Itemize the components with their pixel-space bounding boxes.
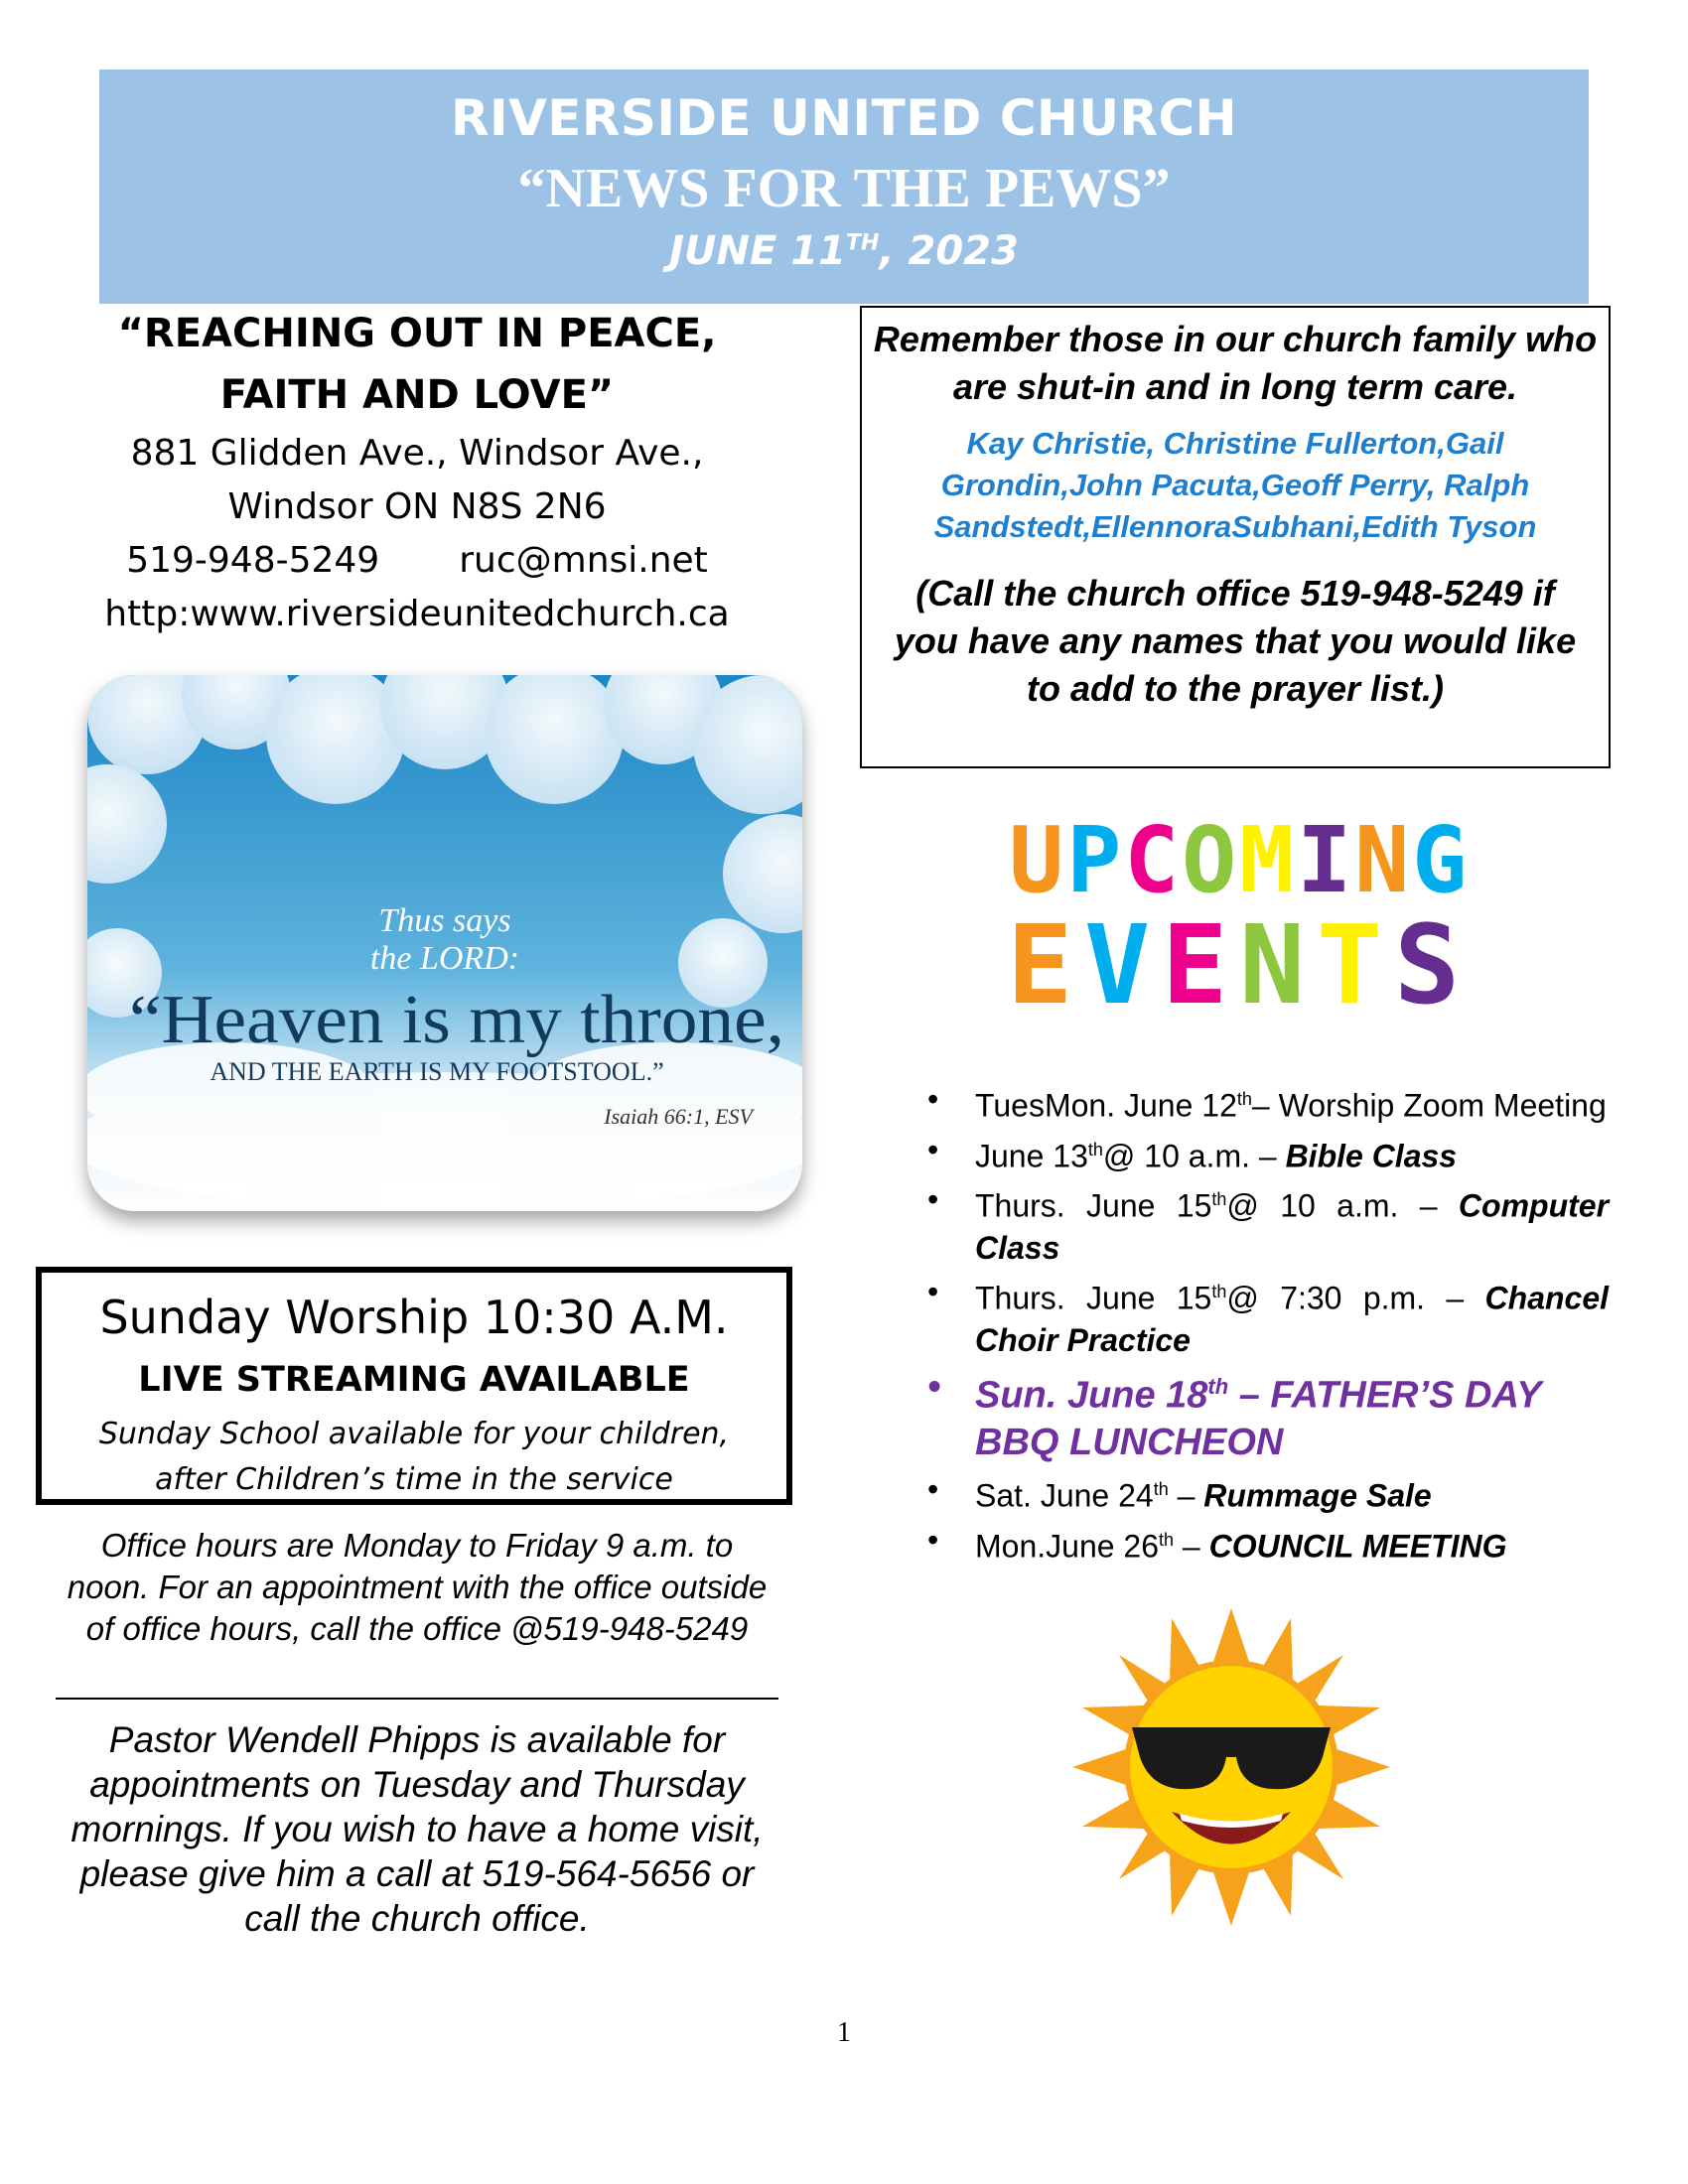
header-banner: [99, 69, 1589, 304]
website-link[interactable]: http:www.riversideunitedchurch.ca: [104, 594, 730, 634]
logo-letter: N: [1354, 814, 1410, 913]
verse-intro-line-2: the LORD:: [369, 940, 520, 977]
logo-letter: E: [1007, 901, 1073, 1013]
logo-letter: U: [1009, 814, 1064, 913]
logo-letter: T: [1317, 901, 1383, 1013]
bullet-icon: •: [927, 1471, 939, 1508]
sun-sunglasses-icon: [1072, 1608, 1390, 1926]
logo-letter: G: [1412, 814, 1468, 913]
verse-intro-line-1: Thus says: [378, 902, 511, 939]
office-hours-note: Office hours are Monday to Friday 9 a.m. to noon. For an appointment with the office outside of office hours, call the office @519-948-5249: [67, 1527, 768, 1647]
bullet-icon: •: [927, 1081, 939, 1117]
pastor-availability-note: Pastor Wendell Phipps is available for appointments on Tuesday and Thursday mornings. If you wish to have a home visit, please give him a call at 519-564-5656 or call the church office.: [70, 1719, 764, 1939]
verse-quote-sub: AND THE EARTH IS MY FOOTSTOOL.”: [210, 1057, 664, 1086]
event-item: • Sun. June 18th – FATHER’S DAY BBQ LUNCHEON: [914, 1363, 1609, 1467]
logo-letter: V: [1084, 901, 1151, 1013]
church-motto: “REACHING OUT IN PEACE, FAITH AND LOVE”: [117, 311, 717, 418]
divider: [56, 1698, 778, 1700]
newsletter-title: “NEWS FOR THE PEWS”: [517, 158, 1171, 219]
bullet-icon: •: [927, 1181, 939, 1218]
event-item: • Thurs. June 15th@ 7:30 p.m. – Chancel Choir Practice: [914, 1271, 1609, 1361]
email-address[interactable]: ruc@mnsi.net: [459, 540, 708, 581]
address-line-2: Windsor ON N8S 2N6: [227, 486, 607, 527]
logo-letter: O: [1182, 814, 1237, 913]
phone-number: 519-948-5249: [126, 540, 380, 581]
phone-email-line: [60, 534, 774, 588]
verse-quote-main: “Heaven is my throne,: [129, 982, 784, 1058]
sunday-worship-box: [36, 1267, 792, 1505]
event-item: • TuesMon. June 12th– Worship Zoom Meeting: [914, 1078, 1609, 1127]
page-number: 1: [837, 2017, 851, 2048]
prayer-list-box: [860, 306, 1611, 768]
address-line-1: 881 Glidden Ave., Windsor Ave.,: [130, 433, 704, 474]
logo-letter: S: [1394, 901, 1461, 1013]
logo-letter: P: [1066, 814, 1122, 913]
verse-reference: Isaiah 66:1, ESV: [604, 1104, 753, 1129]
newsletter-date: JUNE 11TH, 2023: [669, 228, 1019, 274]
upcoming-events-logo: [1003, 814, 1479, 1013]
bullet-icon: •: [927, 1365, 941, 1408]
prayer-heading: Remember those in our church family who are shut-in and in long term care.: [873, 319, 1598, 407]
event-item: • Sat. June 24th – Rummage Sale: [914, 1468, 1609, 1517]
logo-letter: M: [1239, 814, 1295, 913]
logo-letter: E: [1162, 901, 1228, 1013]
church-name: RIVERSIDE UNITED CHURCH: [450, 89, 1238, 147]
live-streaming-note: LIVE STREAMING AVAILABLE: [138, 1360, 690, 1400]
event-item: • Thurs. June 15th@ 10 a.m. – Computer Class: [914, 1178, 1609, 1269]
logo-letter: C: [1124, 814, 1180, 913]
prayer-names: Kay Christie, Christine Fullerton,Gail Grondin,John Pacuta,Geoff Perry, Ralph Sandstedt,EllennoraSubhani,Edith Tyson: [933, 426, 1537, 544]
logo-letter: I: [1297, 814, 1352, 913]
bullet-icon: •: [927, 1131, 939, 1167]
prayer-call-note: (Call the church office 519-948-5249 if you have any names that you would like to add to the prayer list.): [894, 573, 1577, 709]
bullet-icon: •: [927, 1273, 939, 1309]
sky-clouds-illustration: [87, 675, 802, 1211]
worship-time: Sunday Worship 10:30 A.M.: [99, 1291, 729, 1344]
logo-letter: N: [1239, 901, 1306, 1013]
event-item: • June 13th@ 10 a.m. – Bible Class: [914, 1129, 1609, 1177]
heaven-throne-verse-image: [87, 675, 802, 1211]
event-item: • Mon.June 26th – COUNCIL MEETING: [914, 1519, 1609, 1568]
events-list: [914, 1078, 1609, 1570]
sunday-school-note: Sunday School available for your children, after Children’s time in the service: [98, 1417, 730, 1497]
bullet-icon: •: [927, 1521, 939, 1558]
